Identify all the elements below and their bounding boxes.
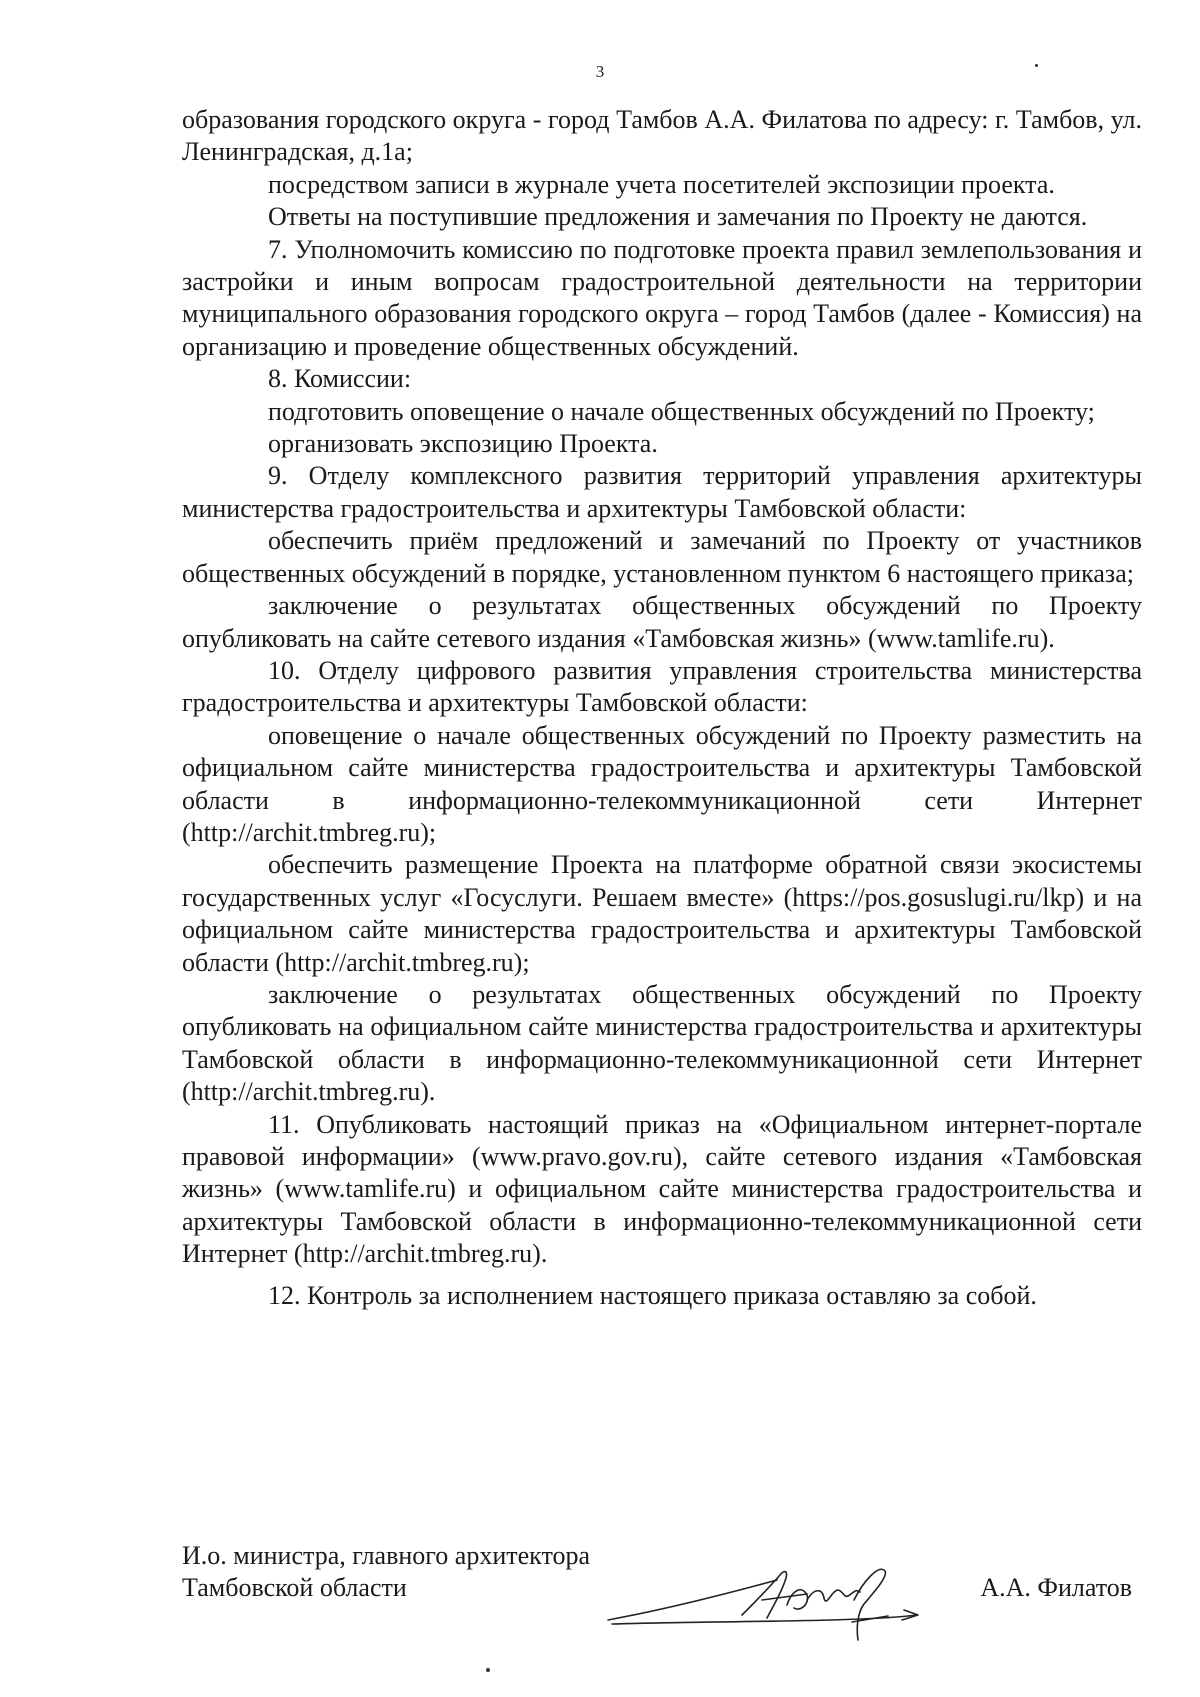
paragraph-item-9: 9. Отделу комплексного развития территорий управления архитектуры министерства градостроительства и архитектуры Тамбовской области: [182, 461, 1142, 523]
scan-speck [486, 1668, 490, 1672]
paragraph: заключение о результатах общественных обсуждений по Проекту опубликовать на официальном сайте министерства градостроительства и архитектуры Тамбовской области в информационно-телекоммуникационной сети Интернет (http://archit.tmbreg.ru). [182, 979, 1142, 1107]
paragraph-item-12: 12. Контроль за исполнением настоящего приказа оставляю за собой. [268, 1280, 1037, 1310]
scan-speck [1035, 64, 1038, 67]
signatory-position-line: И.о. министра, главного архитектора [182, 1541, 591, 1570]
signatory-position-line: Тамбовской области [182, 1573, 407, 1603]
paragraph: Ответы на поступившие предложения и замечания по Проекту не даются. [268, 202, 1088, 232]
paragraph: обеспечить размещение Проекта на платформе обратной связи экосистемы государственных услуг «Госуслуги. Решаем вместе» (https://pos.gosuslugi.ru/lkp) и на официальном сайте министерства градостроительства и архитектуры Тамбовской области (http://archit.tmbreg.ru); [182, 850, 1142, 977]
paragraph: организовать экспозицию Проекта. [268, 429, 658, 459]
paragraph: посредством записи в журнале учета посетителей экспозиции проекта. [268, 169, 1055, 199]
paragraph: подготовить оповещение о начале общественных обсуждений по Проекту; [268, 396, 1095, 426]
paragraph-item-7: 7. Уполномочить комиссию по подготовке проекта правил землепользования и застройки и иным вопросам градостроительной деятельности на территории муниципального образования городского округа – город Тамбов (далее - Комиссия) на организацию и проведение общественных обсуждений. [182, 234, 1142, 361]
paragraph-item-10: 10. Отделу цифрового развития управления строительства министерства градостроительства и архитектуры Тамбовской области: [182, 655, 1142, 718]
paragraph-item-8: 8. Комиссии: [268, 364, 412, 394]
signatory-name: А.А. Филатов [980, 1573, 1132, 1602]
document-body [182, 104, 1142, 1312]
handwritten-signature-icon [602, 1560, 932, 1645]
page-number: 3 [595, 62, 605, 81]
paragraph: заключение о результатах общественных обсуждений по Проекту опубликовать на сайте сетевого издания «Тамбовская жизнь» (www.tamlife.ru). [182, 591, 1142, 653]
paragraph: образования городского округа - город Тамбов А.А. Филатова по адресу: г. Тамбов, ул. Ленинградская, д.1а; [182, 105, 1142, 167]
signature-block [182, 1540, 1142, 1660]
paragraph: обеспечить приём предложений и замечаний по Проекту от участников общественных обсуждений в порядке, установленном пунктом 6 настоящего приказа; [182, 526, 1142, 588]
paragraph-item-11: 11. Опубликовать настоящий приказ на «Официальном интернет-портале правовой информации» (www.pravo.gov.ru), сайте сетевого издания «Тамбовская жизнь» (www.tamlife.ru) и официальном сайте министерства градостроительства и архитектуры Тамбовской области в информационно-телекоммуникационной сети Интернет (http://archit.tmbreg.ru). [182, 1109, 1142, 1269]
paragraph: оповещение о начале общественных обсуждений по Проекту разместить на официальном сайте министерства градостроительства и архитектуры Тамбовской области в информационно-телекоммуникационной сети Интернет (http://archit.tmbreg.ru); [182, 720, 1142, 847]
